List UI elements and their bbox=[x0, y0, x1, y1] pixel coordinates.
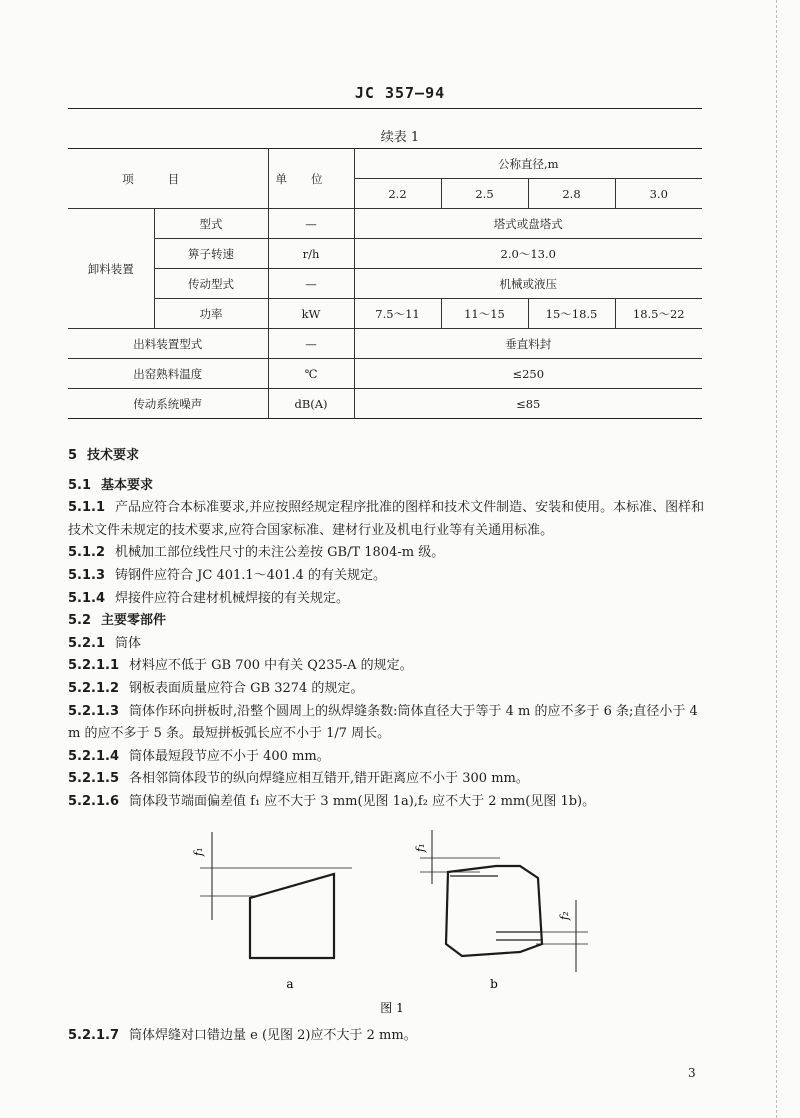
section-heading-5: 5 技术要求 bbox=[68, 448, 140, 463]
label-f1-b: f₁ bbox=[414, 843, 427, 852]
row-value-2-2: 7.5～11 bbox=[354, 299, 441, 329]
table-caption: 续表 1 bbox=[380, 130, 420, 145]
label-f1-a: f₁ bbox=[192, 847, 205, 856]
section-heading-5-2-1: 5.2.1 筒体 bbox=[68, 635, 142, 651]
row-unit: r/h bbox=[268, 239, 354, 269]
spec-table bbox=[68, 148, 702, 419]
header-item: 项目 bbox=[68, 149, 268, 209]
clause-5-2-1-3: 5.2.1.3 筒体作环向拼板时,沿整个圆周上的纵焊缝条数:筒体直径大于等于 4 m 的应不多于 6 条;直径小于 4 m 的应不多于 5 条。最短拼板弧长应不小于 1/7 周长。 bbox=[68, 703, 698, 742]
row-value: ≤85 bbox=[354, 389, 702, 419]
header-unit: 单位 bbox=[268, 149, 354, 209]
cylinder-section-b bbox=[446, 866, 542, 956]
row-name: 功率 bbox=[154, 299, 268, 329]
section-heading-5-2: 5.2 主要零部件 bbox=[68, 613, 167, 629]
label-f2-b: f₂ bbox=[558, 911, 571, 920]
row-value: ≤250 bbox=[354, 359, 702, 389]
clause-5-1-4: 5.1.4 焊接件应符合建材机械焊接的有关规定。 bbox=[68, 590, 350, 606]
row-name: 型式 bbox=[154, 209, 268, 239]
row-unit: ℃ bbox=[268, 359, 354, 389]
group-label-discharge-device: 卸料装置 bbox=[68, 209, 154, 329]
row-value-2-8: 15～18.5 bbox=[528, 299, 615, 329]
row-unit: — bbox=[268, 269, 354, 299]
header-rule bbox=[68, 108, 702, 109]
page-number: 3 bbox=[688, 1066, 696, 1080]
row-name: 箅子转速 bbox=[154, 239, 268, 269]
row-name: 出窑熟料温度 bbox=[68, 359, 268, 389]
cylinder-section-a bbox=[250, 874, 334, 958]
clause-5-2-1-6: 5.2.1.6 筒体段节端面偏差值 f₁ 应不大于 3 mm(见图 1a),f₂ 应不大于 2 mm(见图 1b)。 bbox=[68, 793, 596, 809]
header-diameter-3-0: 3.0 bbox=[615, 179, 702, 209]
label-a: a bbox=[286, 977, 294, 991]
clause-5-2-1-4: 5.2.1.4 筒体最短段节应不小于 400 mm。 bbox=[68, 748, 330, 764]
section-heading-5-1: 5.1 基本要求 bbox=[68, 477, 154, 493]
header-diameter-2-8: 2.8 bbox=[528, 179, 615, 209]
header-diameter-2-2: 2.2 bbox=[354, 179, 441, 209]
row-value-2-5: 11～15 bbox=[441, 299, 528, 329]
row-unit: — bbox=[268, 329, 354, 359]
row-unit: — bbox=[268, 209, 354, 239]
row-value-3-0: 18.5～22 bbox=[615, 299, 702, 329]
clause-5-2-1-2: 5.2.1.2 钢板表面质量应符合 GB 3274 的规定。 bbox=[68, 680, 364, 696]
figure-1 bbox=[180, 820, 600, 1040]
header-diameter-2-5: 2.5 bbox=[441, 179, 528, 209]
header-diameter-label: 公称直径,m bbox=[354, 149, 702, 179]
page-header: JC 357—94 bbox=[354, 84, 446, 102]
row-name: 传动系统噪声 bbox=[68, 389, 268, 419]
figure-caption: 图 1 bbox=[380, 1001, 404, 1015]
page-margin-line bbox=[776, 0, 777, 1118]
clause-5-2-1-1: 5.2.1.1 材料应不低于 GB 700 中有关 Q235-A 的规定。 bbox=[68, 658, 413, 674]
row-value: 垂直料封 bbox=[354, 329, 702, 359]
row-value: 2.0～13.0 bbox=[354, 239, 702, 269]
row-name: 传动型式 bbox=[154, 269, 268, 299]
clause-5-2-1-5: 5.2.1.5 各相邻筒体段节的纵向焊缝应相互错开,错开距离应不小于 300 mm。 bbox=[68, 771, 529, 787]
row-unit: kW bbox=[268, 299, 354, 329]
clause-5-1-3: 5.1.3 铸钢件应符合 JC 401.1～401.4 的有关规定。 bbox=[68, 567, 387, 583]
figure-1a-drawing bbox=[200, 832, 352, 958]
clause-5-1-2: 5.1.2 机械加工部位线性尺寸的未注公差按 GB/T 1804-m 级。 bbox=[68, 545, 445, 561]
figure-1b-drawing bbox=[420, 830, 588, 972]
clause-5-1-1: 5.1.1 产品应符合本标准要求,并应按照经规定程序批准的图样和技术文件制造、安装和使用。本标准、图样和技术文件未规定的技术要求,应符合国家标准、建材行业及机电行业等有关通用标准。 bbox=[68, 500, 705, 538]
label-b: b bbox=[490, 977, 498, 991]
row-unit: dB(A) bbox=[268, 389, 354, 419]
row-name: 出料装置型式 bbox=[68, 329, 268, 359]
body-text bbox=[68, 442, 708, 814]
row-value: 机械或液压 bbox=[354, 269, 702, 299]
row-value: 塔式或盘塔式 bbox=[354, 209, 702, 239]
clause-5-2-1-7: 5.2.1.7 筒体焊缝对口错边量 e (见图 2)应不大于 2 mm。 bbox=[68, 1028, 417, 1043]
